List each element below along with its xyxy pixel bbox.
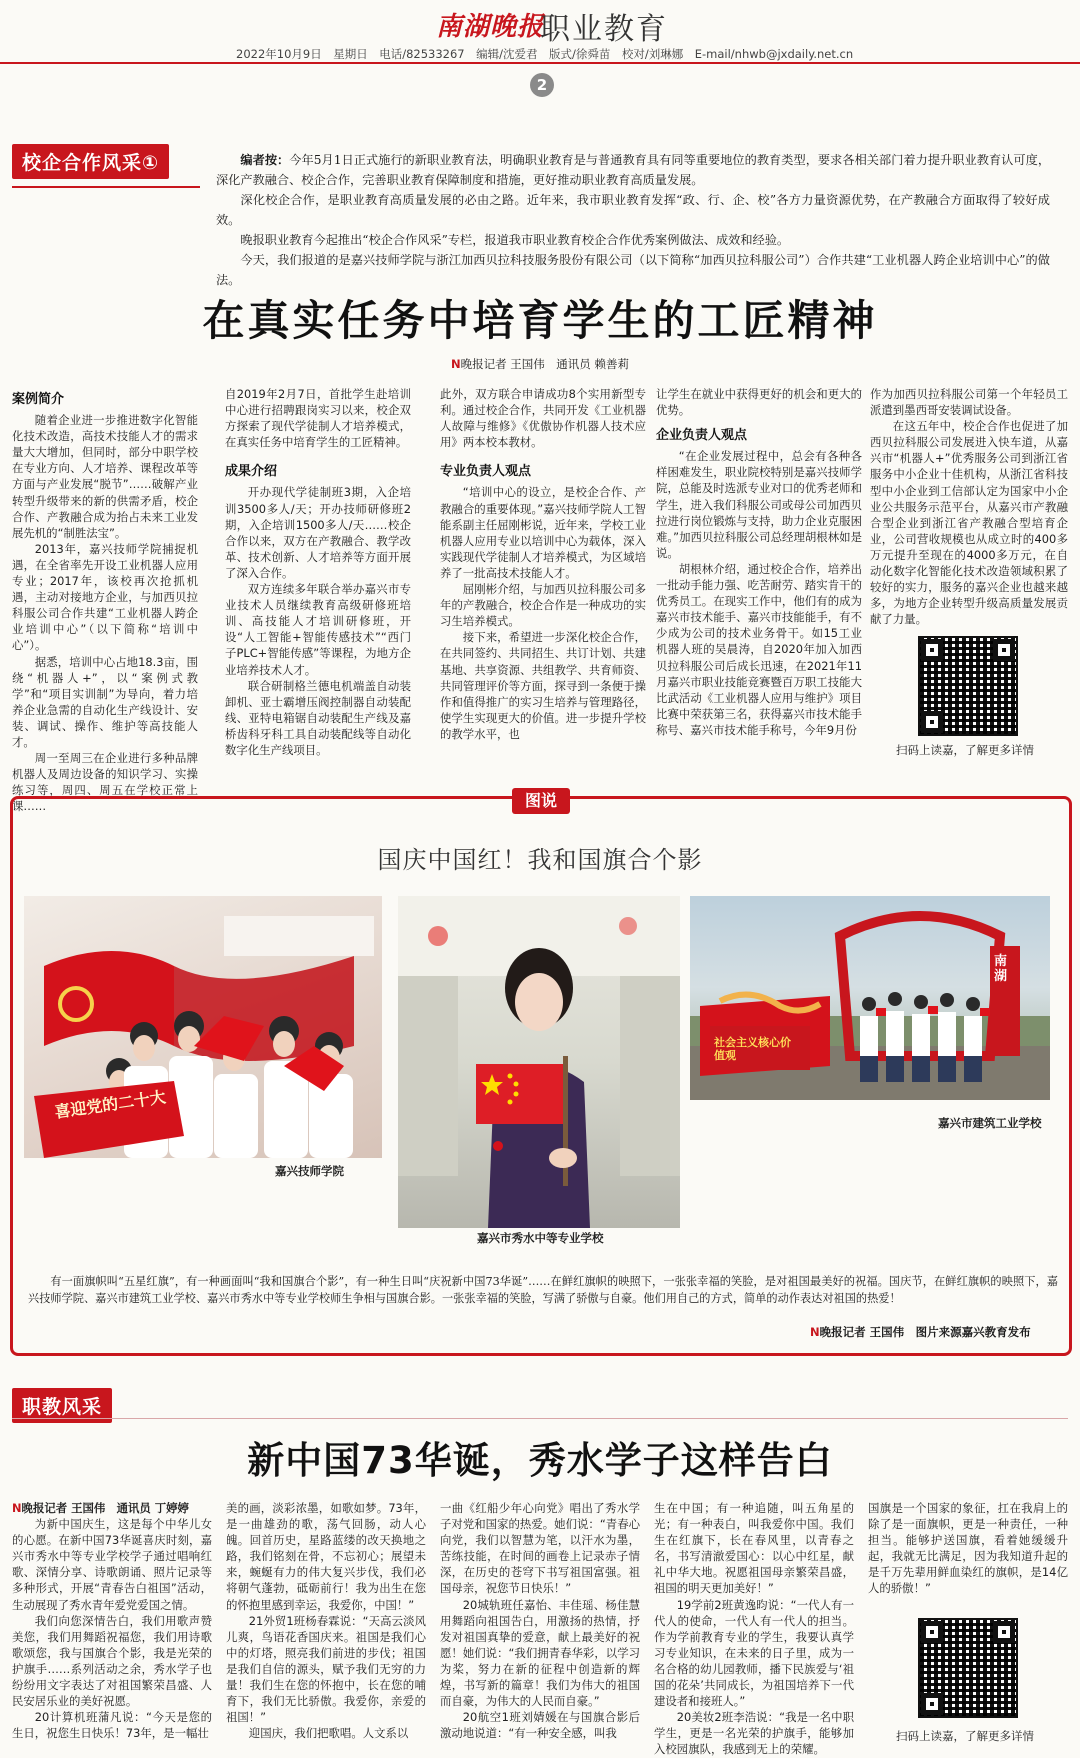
article2-col1 <box>12 1500 212 1752</box>
photo-caption-1: 嘉兴技师学院 <box>275 1164 344 1178</box>
a2-col1-p1: 为新中国庆生，这是每个中华儿女的心愿。在新中国73华诞喜庆时刻，嘉兴市秀水中等专业学校学子通过唱响红歌、深情分享、诗歌朗诵、照片记录等多种形式，开展“青春告白祖国”活动，生动展现了秀水青年爱党爱国之情。 <box>12 1517 212 1612</box>
photo-jiaxing-technician-college <box>24 896 382 1158</box>
a2-col4-p1: 生在中国；有一种追随，叫五角星的光；有一种表白，叫我爱你中国。我们生在红旗下，长在春风里，以青春之名，书写清澈爱国心：以心中红星，献礼中华大地。祝愿祖国母亲繁荣昌盛，祖国的明天更加美好！” <box>654 1501 854 1596</box>
col1-p1: 随着企业进一步推进数字化智能化技术改造，高技术技能人才的需求量大大增加，但同时，部分中职学校在专业方向、人才培养、课程改革等方面与产业发展“脱节”……破解产业转型升级带来的新的供需矛盾，校企合作、产教融合成为抬占未来工业发展先机的“制胜法宝”。 <box>12 413 198 540</box>
a2-col3-p1: 一曲《红船少年心向党》唱出了秀水学子对党和国家的热爱。她们说：“青春心向党，我们以智慧为笔，以汗水为墨，苦练技能，在时间的画卷上记录赤子情深，在历史的苍穹下书写祖国富强。祖国母亲，祝您节日快乐！” <box>440 1501 640 1596</box>
article2-col5 <box>868 1500 1068 1610</box>
a2-col2-p2: 21外贸1班杨春霖说：“天高云淡风儿爽，鸟语花香国庆来。祖国是我们心中的灯塔，照亮我们前进的步伐；祖国是我们自信的源头，赋予我们无穷的力量！我们生在您的怀抱中，长在您的哺育下，我们无比骄傲。我爱你，亲爱的祖国！” <box>226 1613 426 1725</box>
page-number: 2 <box>530 73 554 97</box>
article1-col3 <box>440 386 646 754</box>
article1-col1 <box>12 386 198 814</box>
col1-p4: 周一至周三在企业进行多种品牌机器人及周边设备的知识学习、实操练习等，周四、周五在学校正常上课…… <box>12 751 198 814</box>
col3-p2: 屈刚彬介绍，与加西贝拉科服公司多年的产教融合，校企合作是一种成功的实习生培养模式。 <box>440 582 646 629</box>
a2-col5-p1: 国旗是一个国家的象征，扛在我肩上的除了是一面旗帜，更是一种责任，一种担当。能够护送国旗，看着她缓缓升起，我就无比满足，因为我知道升起的是千万先辈用鲜血染红的旗帜，是14亿人的骄傲！” <box>868 1501 1068 1596</box>
byline-2-text: 晚报记者 王国伟 通讯员 丁婷婷 <box>21 1501 189 1515</box>
col1-p3: 据悉，培训中心占地18.3亩，围绕“机器人+”，以“案例式教学”和“项目实训制”为导向，着力培养企业急需的自动化生产线设计、安装、调试、操作、维护等高技能人才。 <box>12 654 198 749</box>
byline-1 <box>0 356 1080 372</box>
masthead-rule <box>0 62 1080 64</box>
a2-col2-p3: 迎国庆，我们把歌唱。人文系以 <box>248 1726 409 1741</box>
editor-note-p2: 深化校企合作，是职业教育高质量发展的必由之路。近年来，我市职业教育发挥“政、行、企、校”各方力量资源优势，在产教融合方面取得了较好成效。 <box>216 193 1050 227</box>
byline-2-mark: N <box>12 1501 22 1515</box>
section-tag-2: 职教风采 <box>12 1388 112 1423</box>
credit-text: 晚报记者 王国伟 图片来源嘉兴教育发布 <box>819 1325 1031 1339</box>
col2-subhead: 成果介绍 <box>225 464 278 480</box>
core-values-sign: 社会主义核心价值观 <box>714 1036 791 1062</box>
col1-p2: 2013年，嘉兴技师学院捕捉机遇，在全省率先开设工业机器人应用专业；2017年，该校再次抢抓机遇，主动对接地方企业，与加西贝拉科服公司合作共建“工业机器人跨企业培训中心”（以下简称“培训中心”）。 <box>12 541 198 653</box>
article2-col3 <box>440 1500 640 1752</box>
col2-p2: 双方连续多年联合举办嘉兴市专业技术人员继续教育高级研修班培训、高技能人才培训研修班，开设“人工智能+智能传感技术”“西门子PLC+智能传感”等课程，为地方企业培养技术人才。 <box>225 582 411 677</box>
a2-col3-p2: 20城轨班任嘉怡、丰佳瑶、杨佳慧用舞蹈向祖国告白，用激扬的热情，抒发对祖国真挚的爱意，献上最美好的祝愿！她们说：“我们拥青春华彩，以学习为桨，努力在新的征程中创造新的辉煌，书写新的篇章！我们为伟大的祖国而自豪，为伟大的人民而自豪。” <box>440 1597 640 1709</box>
credit-mark: N <box>810 1325 820 1339</box>
a2-col1-p3: 20计算机班蒲凡说：“今天是您的生日，祝您生日快乐！73年，是一幅壮 <box>12 1710 212 1741</box>
article1-col5 <box>870 386 1068 626</box>
photo-feature-paragraph: 有一面旗帜叫“五星红旗”，有一种画面叫“我和国旗合个影”，有一种生日叫“庆祝新中国73华诞”……在鲜红旗帜的映照下，一张张幸福的笑脸，是对祖国最美好的祝福。国庆节，在鲜红旗帜的映照下，嘉兴技师学院、嘉兴市建筑工业学校、嘉兴市秀水中等专业学校师生争相与国旗合影。一张张幸福的笑脸，写满了骄傲与自豪。他们用自己的方式，简单的动作表达对祖国的热爱！ <box>28 1275 1058 1305</box>
section-name: 职业教育 <box>540 12 668 47</box>
photo-credit <box>810 1324 1031 1340</box>
col2-intro: 自2019年2月7日，首批学生赴培训中心进行招聘跟岗实习以来，校企双方探索了现代学徒制人才培养模式，在真实任务中培育学生的工匠精神。 <box>225 387 411 450</box>
article2-col4 <box>654 1500 854 1757</box>
col3-intro: 此外，双方联合申请成功8个实用新型专利。通过校企合作，共同开发《工业机器人故障与维修》《优傲协作机器人技术应用》两本校本教材。 <box>440 387 646 450</box>
byline-text: 晚报记者 王国伟 通讯员 赖善莉 <box>460 357 629 371</box>
col2-p1: 开办现代学徒制班3期，入企培训3500多人/天；开办技师研修班2期，入企培训1500多人/天……校企合作以来，双方在产教融合、教学改革、技术创新、人才培养等方面开展了深入合作。 <box>225 485 411 580</box>
article2-col2 <box>226 1500 426 1752</box>
a2-col3-p3: 20航空1班刘婧媛在与国旗合影后激动地说道：“有一种安全感，叫我 <box>440 1710 640 1741</box>
qr-code-icon[interactable] <box>918 636 1018 736</box>
section-tag-1: 校企合作风采① <box>12 144 169 179</box>
byline-mark: N <box>451 357 461 371</box>
editor-note-p4: 今天，我们报道的是嘉兴技师学院与浙江加西贝拉科技服务股份有限公司（以下简称“加西贝拉科服公司”）合作共建“工业机器人跨企业培训中心”的做法。 <box>216 253 1050 287</box>
photo-caption-2: 嘉兴市秀水中等专业学校 <box>477 1231 604 1245</box>
photo-feature-tag: 图说 <box>512 788 570 814</box>
col3-p3: 接下来，希望进一步深化校企合作，在共同签约、共同招生、共订计划、共建基地、共享资源、共组教学、共育师资、共同管理评价等方面，探寻到一条便于操作和值得推广的实习生培养与管理路径，使学生实现更大的价值。进一步提升学校的教学水平，也 <box>440 630 646 741</box>
a2-col1-p2: 我们向您深情告白，我们用歌声赞美您，我们用舞蹈祝福您，我们用诗歌歌颂您，我与国旗合个影，我是光荣的护旗手……系列活动之余，秀水学子也纷纷用文字表达了对祖国繁荣昌盛、人民安居乐业的美好祝愿。 <box>12 1613 212 1709</box>
a2-col4-p2: 19学前2班黄逸昀说：“一代人有一代人的使命，一代人有一代人的担当。作为学前教育专业的学生，我要认真学习专业知识，在未来的日子里，成为一名合格的幼儿园教师，播下民族爱与‘祖国的花朵’共同成长，为祖国培养下一代建设者和接班人。” <box>654 1597 854 1709</box>
a2-col2-p1: 美的画，淡彩浓墨，如歌如梦。73年，是一曲雄劲的歌，荡气回肠，动人心魄。回首历史，星路蓝缕的改天换地之路，我们铭刻在骨，不忘初心；展望未来，蜿蜒有力的伟大复兴步伐，我们必将朝气蓬勃，砥砺前行！我为出生在您的怀抱里感到幸运，我爱你，中国！” <box>226 1501 426 1612</box>
editor-note-label: 编者按： <box>240 153 290 167</box>
photo-caption-3: 嘉兴市建筑工业学校 <box>938 1116 1042 1130</box>
qr-caption-2: 扫码上读嘉，了解更多详情 <box>896 1729 1034 1743</box>
qr-code-icon-2[interactable] <box>918 1618 1018 1718</box>
col4-p2: 胡根林介绍，通过校企合作，培养出一批动手能力强、吃苦耐劳、踏实肯干的优秀员工。在现实工作中，他们有的成为嘉兴市技术能手、嘉兴市技能能手，有不少成为公司的技术业务骨干。如15工业机器人班的吴晨涛，自2020年加入加西贝拉科服公司后成长迅速，在2021年11月嘉兴市职业技能竞赛暨百万职工技能大比武活动《工业机器人应用与维护》项目比赛中荣获第三名，获得嘉兴市技术能手称号、嘉兴市技术能手称号，今年9月份 <box>656 561 862 737</box>
col4-p1: “在企业发展过程中，总会有各种各样困难发生，职业院校特别是嘉兴技师学院，总能及时选派专业对口的优秀老师和学生，进入我们科服公司或母公司加西贝拉进行岗位锻炼与支持，助力企业克服困难。”加西贝拉科服公司总经理胡根林如是说。 <box>656 449 862 560</box>
col5-p2: 在这五年中，校企合作也促进了加西贝拉科服公司发展进入快车道，从嘉兴市“机器人+”优秀服务公司到浙江省服务中小企业十佳机构，从浙江省科技型中小企业到工信部认定为国家中小企业公共服务示范平台，从嘉兴市产教融合型企业到浙江省产教融合型培育企业，公司营收规模也从成立时的400多万元提升至现在的4000多万元，在自动化数字化智能化技术改造领域积累了较好的实力，服务的嘉兴企业也越来越多，为地方企业转型升级高质量发展贡献了力量。 <box>870 419 1068 627</box>
article1-col2 <box>225 386 411 757</box>
newspaper-logo: 南湖晚报 <box>436 12 545 42</box>
photo-illustration-3 <box>690 896 1050 1100</box>
photo-feature-title: 国庆中国红！我和国旗合个影 <box>377 846 703 874</box>
headline-1: 在真实任务中培育学生的工匠精神 <box>202 296 878 345</box>
a2-col4-p3: 20美妆2班李浩说：“我是一名中职学生，更是一名光荣的护旗手，能够加入校园旗队，我感到无上的荣耀。 <box>654 1710 854 1757</box>
nanhu-sign: 南湖 <box>994 954 1008 984</box>
banner-text: 喜迎党的二十大 <box>53 1087 167 1122</box>
article1-col4 <box>656 386 862 754</box>
col1-subhead: 案例简介 <box>12 392 65 407</box>
photo-illustration-2 <box>398 896 680 1228</box>
col4-intro: 让学生在就业中获得更好的机会和更大的优势。 <box>656 387 862 418</box>
col3-p1: “培训中心的设立，是校企合作、产教融合的重要体现。”嘉兴技师学院人工智能系副主任屈刚彬说，近年来，学校工业机器人应用专业以培训中心为载体，深入实践现代学徒制人才培养模式，为区域培养了一批高技术技能人才。 <box>440 485 646 580</box>
editor-note <box>216 150 1050 290</box>
photo-xiushui-school <box>398 896 680 1228</box>
editor-note-p3: 晚报职业教育今起推出“校企合作风采”专栏，报道我市职业教育校企合作优秀案例做法、成效和经验。 <box>240 233 790 247</box>
col2-p3: 联合研制格兰德电机端盖自动装卸机、亚士霸增压阀控制器自动装配线、亚特电箱锯自动装配生产线及嘉桥齿科牙科工具自动装配线等自动化数字化生产线项目。 <box>225 678 411 757</box>
col3-subhead: 专业负责人观点 <box>440 464 532 480</box>
photo-jiaxing-construction-school <box>690 896 1050 1100</box>
section-tag-rule <box>12 186 200 188</box>
col4-subhead: 企业负责人观点 <box>656 428 748 444</box>
byline-2 <box>12 1500 212 1516</box>
qr-caption-1: 扫码上读嘉，了解更多详情 <box>896 743 1034 757</box>
dateline: 2022年10月9日 星期日 电话/82533267 编辑/沈爱君 版式/徐舜苗 校对/刘琳娜 E-mail/nhwb@jxdaily.net.cn <box>236 47 854 61</box>
editor-note-p1: 今年5月1日正式施行的新职业教育法，明确职业教育是与普通教育具有同等重要地位的教育类型，要求各相关部门着力提升职业教育认可度，深化产教融合、校企合作，完善职业教育保障制度和措施，更好推动职业教育高质量发展。 <box>216 153 1051 187</box>
masthead <box>0 0 1080 66</box>
col5-p1: 作为加西贝拉科服公司第一个年轻员工派遣到墨西哥安装调试设备。 <box>870 387 1068 418</box>
photo-feature-text <box>28 1273 1058 1307</box>
headline-2: 新中国73华诞，秀水学子这样告白 <box>247 1439 833 1482</box>
section-tag-2-rule <box>12 1418 1068 1419</box>
